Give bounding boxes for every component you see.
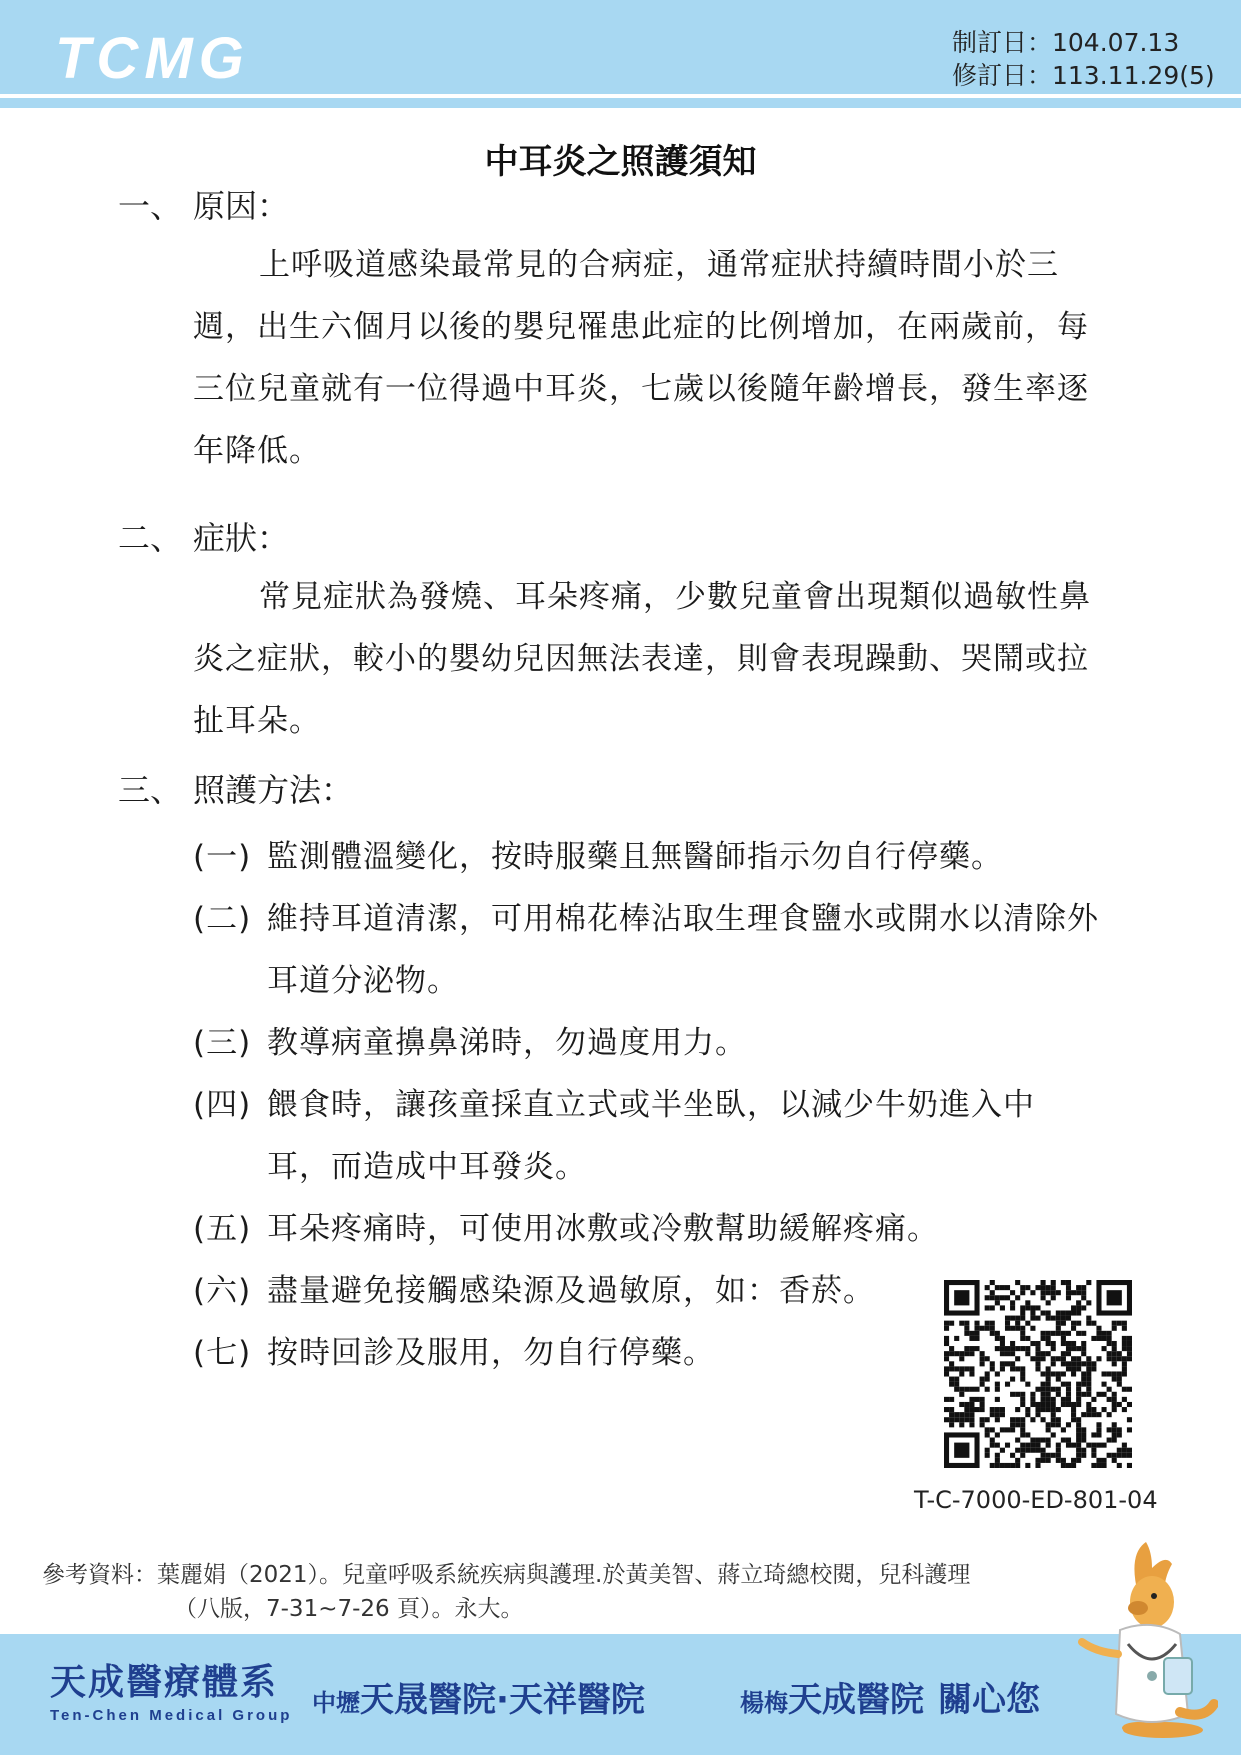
reference-note (42, 1558, 1052, 1626)
hospital-line-1 (312, 1672, 645, 1721)
item-marker: (三) (193, 1025, 252, 1061)
section-heading (118, 770, 353, 810)
document-code: T-C-7000-ED-801-04 (914, 1486, 1158, 1514)
created-date: 制訂日：104.07.13 (952, 28, 1180, 57)
reference-line-2: （八版，7-31~7-26 頁）。永大。 (174, 1596, 524, 1622)
hospital-name: 天祥醫院 (508, 1680, 645, 1720)
item-marker: (四) (193, 1087, 252, 1123)
item-text: 餵食時，讓孩童採直立式或半坐臥，以減少牛奶進入中耳，而造成中耳發炎。 (267, 1087, 1035, 1185)
revised-date: 修訂日：113.11.29(5) (952, 61, 1215, 90)
page-title: 中耳炎之照護須知 (484, 142, 757, 182)
qr-code-graphic (944, 1280, 1132, 1468)
tcmg-logo: TCMG (55, 26, 250, 91)
hospital-name: 天成醫院 (788, 1680, 924, 1720)
item-marker: (五) (193, 1211, 252, 1247)
list-item (193, 1198, 1103, 1260)
section-number: 三、 (118, 771, 183, 809)
slogan: 關心您 (938, 1680, 1040, 1720)
item-text: 維持耳道清潔，可用棉花棒沾取生理食鹽水或開水以清除外耳道分泌物。 (267, 901, 1099, 999)
section-title: 照護方法： (193, 771, 354, 809)
qr-code[interactable] (944, 1280, 1132, 1468)
item-marker: (六) (193, 1273, 252, 1309)
item-marker: (七) (193, 1335, 252, 1371)
section-title: 症狀： (193, 519, 290, 557)
section-title: 原因： (193, 187, 290, 225)
list-item (193, 1260, 933, 1322)
list-item (193, 888, 1103, 1012)
item-text: 耳朵疼痛時，可使用冰敷或冷敷幫助緩解疼痛。 (267, 1211, 939, 1247)
section-number: 二、 (118, 519, 183, 557)
hospital-name: 天晟醫院 (360, 1680, 496, 1720)
group-name-en: Ten-Chen Medical Group (50, 1707, 293, 1724)
section-body: 上呼吸道感染最常見的合病症，通常症狀持續時間小於三週，出生六個月以後的嬰兒罹患此症的比例增加，在兩歲前，每三位兒童就有一位得過中耳炎，七歲以後隨年齡增長，發生率逐年降低。 (193, 247, 1089, 469)
location-label: 楊梅 (740, 1689, 788, 1717)
list-item (193, 1322, 933, 1384)
item-marker: (一) (193, 839, 252, 875)
group-logo (50, 1662, 293, 1724)
section-heading (118, 518, 289, 558)
reference-line-1: 參考資料：葉麗娟（2021）。兒童呼吸系統疾病與護理.於黃美智、蔣立琦總校閱，兒科護理 (42, 1562, 971, 1588)
separator-dot: · (496, 1680, 509, 1720)
item-text: 按時回診及服用，勿自行停藥。 (267, 1335, 715, 1371)
location-label: 中壢 (312, 1689, 360, 1717)
kangaroo-doctor-mascot (1068, 1534, 1218, 1740)
item-text: 盡量避免接觸感染源及過敏原，如：香菸。 (267, 1273, 875, 1309)
section-body: 常見症狀為發燒、耳朵疼痛，少數兒童會出現類似過敏性鼻炎之症狀，較小的嬰幼兒因無法表達，則會表現躁動、哭鬧或拉扯耳朵。 (193, 579, 1091, 739)
item-text: 監測體溫變化，按時服藥且無醫師指示勿自行停藥。 (267, 839, 1003, 875)
list-item (193, 826, 1103, 888)
list-item (193, 1074, 1073, 1198)
date-block (952, 26, 1215, 92)
section-heading (118, 186, 289, 226)
group-name: 天成醫療體系 (50, 1662, 279, 1703)
section-number: 一、 (118, 187, 183, 225)
header-rule (0, 98, 1241, 108)
list-item (193, 1012, 1103, 1074)
hospital-line-2 (740, 1672, 1040, 1721)
item-marker: (二) (193, 901, 252, 937)
item-text: 教導病童擤鼻涕時，勿過度用力。 (267, 1025, 747, 1061)
